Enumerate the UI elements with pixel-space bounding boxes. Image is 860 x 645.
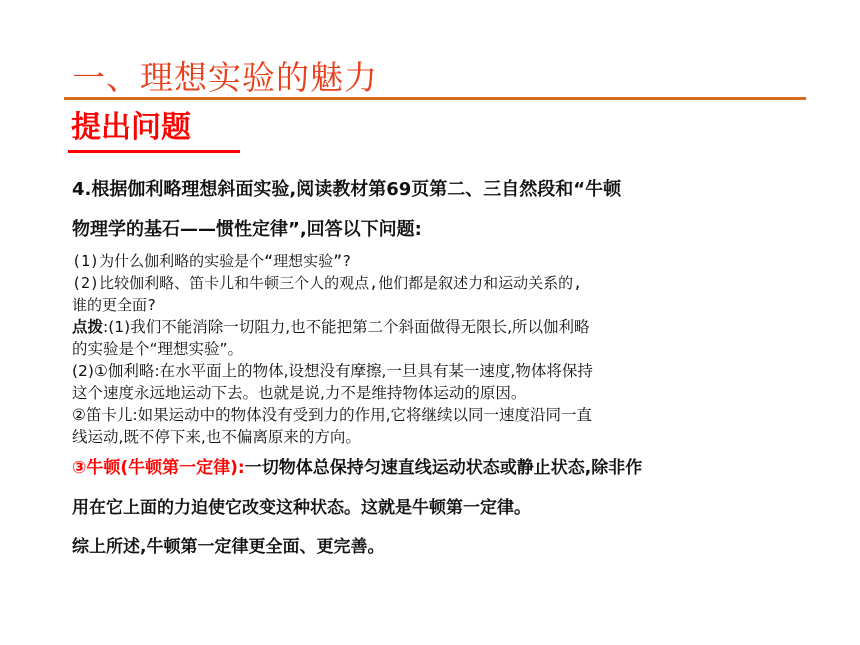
summary-line (72, 528, 802, 566)
slide-title: 一、理想实验的魅力 (72, 58, 378, 97)
summary-text: 综上所述,牛顿第一定律更全面、更完善。 (72, 537, 385, 557)
question-line-2: 物理学的基石——惯性定律”,回答以下问题: (72, 219, 422, 240)
answer-para-1a (72, 316, 802, 338)
question-line-1: 4.根据伽利略理想斜面实验,阅读教材第69页第二、三自然段和“牛顿 (72, 179, 622, 200)
answer-descartes-b: 线运动,既不停下来,也不偏离原来的方向。 (72, 428, 361, 446)
newton-text-a: 一切物体总保持匀速直线运动状态或静止状态,除非作 (244, 458, 643, 478)
answer-galileo-a: (2)①伽利略:在水平面上的物体,设想没有摩擦,一旦具有某一速度,物体将保持 (72, 362, 593, 380)
answer-newton-b: 用在它上面的力迫使它改变这种状态。这就是牛顿第一定律。 (72, 498, 531, 518)
section-heading: 提出问题 (71, 110, 191, 145)
section-underline (68, 150, 240, 153)
content-body (72, 170, 802, 566)
newton-label: ③牛顿(牛顿第一定律): (72, 458, 245, 478)
answer-galileo-b: 这个速度永远地运动下去。也就是说,力不是维持物体运动的原因。 (72, 384, 527, 402)
answer-newton-a (72, 448, 802, 488)
answer-descartes-a: ②笛卡儿:如果运动中的物体没有受到力的作用,它将继续以同一速度沿同一直 (72, 406, 593, 424)
answer-text-1a: :(1)我们不能消除一切阻力,也不能把第二个斜面做得无限长,所以伽利略 (103, 318, 590, 336)
title-underline (64, 97, 806, 100)
sub-question-2a: (2)比较伽利略、笛卡儿和牛顿三个人的观点,他们都是叙述力和运动关系的, (72, 274, 583, 292)
answer-label: 点拨 (72, 318, 104, 336)
answer-para-1b: 的实验是个“理想实验”。 (72, 340, 244, 358)
sub-question-1: (1)为什么伽利略的实验是个“理想实验”? (72, 252, 352, 270)
sub-question-2b: 谁的更全面? (72, 296, 157, 314)
